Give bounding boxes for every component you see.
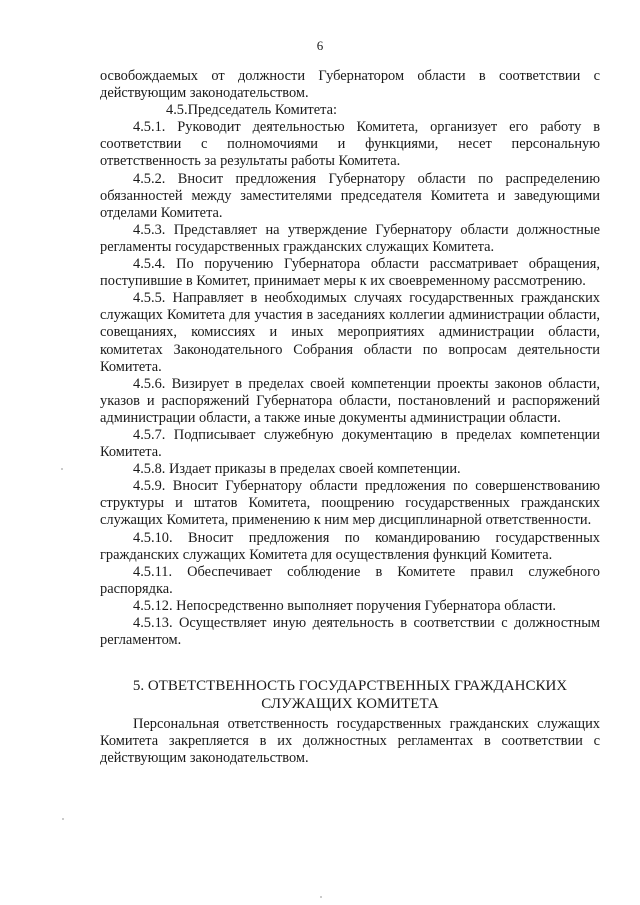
document-body: [100, 68, 600, 767]
clause-4-5-7: 4.5.7. Подписывает служебную документацию в пределах компетенции Комитета.: [100, 426, 600, 461]
paragraph-continuation: освобождаемых от должности Губернатором области в соответствии с действующим законодательством.: [100, 68, 600, 102]
section-5-paragraph: Персональная ответственность государственных гражданских служащих Комитета закрепляется в их должностных регламентах в соответствии с действующим законодательством.: [100, 716, 600, 767]
clause-number: 4.5.: [166, 102, 188, 119]
scan-speck: [62, 818, 64, 820]
section-5-heading-line-1: 5. ОТВЕТСТВЕННОСТЬ ГОСУДАРСТВЕННЫХ ГРАЖДАНСКИХ: [132, 678, 568, 695]
clause-4-5-4: 4.5.4. По поручению Губернатора области рассматривает обращения, поступившие в Комитет, принимает меры к их своевременному рассмотрению.: [100, 256, 600, 290]
clause-4-5-3: 4.5.3. Представляет на утверждение Губернатору области должностные регламенты государственных гражданских служащих Комитета.: [100, 221, 600, 255]
clause-4-5-10: 4.5.10. Вносит предложения по командированию государственных гражданских служащих Комитета для осуществления функций Комитета.: [100, 529, 600, 563]
clause-4-5-11: 4.5.11. Обеспечивает соблюдение в Комитете правил служебного распорядка.: [100, 563, 600, 597]
section-5-heading: [100, 678, 600, 713]
page-number: 6: [316, 38, 324, 53]
clause-4-5-1: 4.5.1. Руководит деятельностью Комитета, организует его работу в соответствии с полномочиями и функциями, несет персональную ответственность за результаты работы Комитета.: [100, 119, 600, 170]
scan-speck: [61, 468, 63, 470]
clause-4-5-5: 4.5.5. Направляет в необходимых случаях государственных гражданских служащих Комитета для участия в заседаниях коллегии администрации области, совещаниях, комиссиях и иных мероприятиях администрации области, комитетах Законодательного Собрания области по вопросам деятельности Комитета.: [100, 290, 600, 375]
clause-4-5-6: 4.5.6. Визирует в пределах своей компетенции проекты законов области, указов и распоряжений Губернатора области, постановлений и распоряжений администрации области, а также иные документы администрации области.: [100, 375, 600, 426]
paragraph-4-5: [100, 102, 600, 119]
scan-speck: [320, 896, 322, 898]
section-5-heading-line-2: СЛУЖАЩИХ КОМИТЕТА: [261, 695, 439, 712]
clause-4-5-12: 4.5.12. Непосредственно выполняет поручения Губернатора области.: [133, 597, 556, 614]
clause-4-5-8: 4.5.8. Издает приказы в пределах своей компетенции.: [133, 461, 461, 478]
clause-4-5-9: 4.5.9. Вносит Губернатору области предложения по совершенствованию структуры и штатов Комитета, поощрению государственных гражданских служащих Комитета, применению к ним мер дисциплинарной ответственности.: [100, 478, 600, 529]
clause-text: Председатель Комитета:: [187, 102, 337, 119]
clause-4-5-13: 4.5.13. Осуществляет иную деятельность в соответствии с должностным регламентом.: [100, 615, 600, 649]
clause-4-5-2: 4.5.2. Вносит предложения Губернатору области по распределению обязанностей между заместителями председателя Комитета и заведующими отделами Комитета.: [100, 170, 600, 221]
